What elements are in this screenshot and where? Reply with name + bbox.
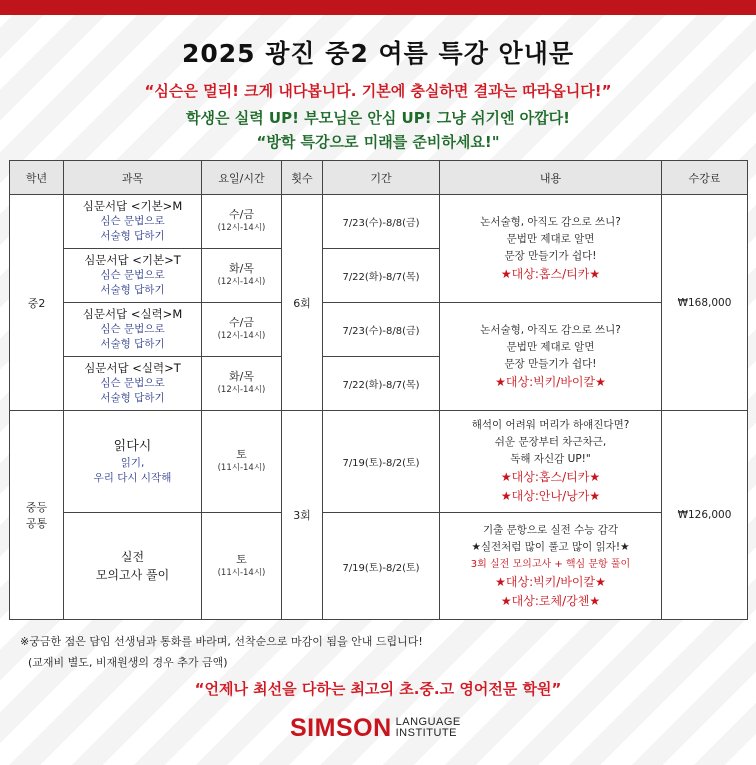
target-level: ★대상:홉스/티카★ <box>500 266 601 281</box>
schedule-cell <box>202 303 282 357</box>
subject-title: 읽다시 <box>113 439 152 454</box>
class-time: (12시-14시) <box>217 385 266 395</box>
subject-cell <box>64 411 202 513</box>
academy-motto: “언제나 최선을 다하는 최고의 초.중.고 영어전문 학원” <box>194 680 562 698</box>
content-highlight: 3회 실전 모의고사 + 핵심 문항 풀이 <box>470 558 631 570</box>
content-line: 기출 문항으로 실전 수능 감각 <box>482 523 619 536</box>
content-line: 논서술형, 아직도 감으로 쓰니? <box>480 215 621 228</box>
slogan-prepare: “방학 특강으로 미래를 준비하세요!" <box>256 133 500 151</box>
class-days: 화/목 <box>229 262 254 275</box>
content-line: ★실전처럼 많이 풀고 많이 읽자!★ <box>471 540 630 553</box>
class-days: 토 <box>236 448 247 461</box>
schedule-cell <box>202 513 282 620</box>
subject-cell <box>64 195 202 249</box>
logo-sub-line2: INSTITUTE <box>395 727 457 739</box>
content-line: 문법만 제대로 알면 <box>506 232 595 245</box>
schedule-cell <box>202 195 282 249</box>
content-line: 문장 만들기가 쉽다! <box>504 357 597 370</box>
period-cell: 7/22(화)-8/7(목) <box>323 357 440 411</box>
top-red-bar <box>0 0 756 15</box>
logo-sub-line1: LANGUAGE <box>395 716 461 728</box>
content-cell <box>440 195 662 303</box>
subject-sub: 서술형 답하기 <box>100 284 165 296</box>
content-cell <box>440 513 662 620</box>
grade-cell <box>10 411 64 620</box>
header-schedule: 요일/시간 <box>202 161 282 195</box>
header-subject: 과목 <box>64 161 202 195</box>
logo-subtitle <box>396 717 461 739</box>
schedule-cell <box>202 249 282 303</box>
fee-cell: ₩126,000 <box>662 411 748 620</box>
notice-subtext: (교재비 별도, 비재원생의 경우 추가 금액) <box>28 656 228 669</box>
period-cell: 7/23(수)-8/8(금) <box>323 303 440 357</box>
subject-sub: 서술형 답하기 <box>100 230 165 242</box>
subject-sub: 심슨 문법으로 <box>100 377 165 389</box>
schedule-cell <box>202 411 282 513</box>
subject-sub: 심슨 문법으로 <box>100 269 165 281</box>
class-time: (12시-14시) <box>217 277 266 287</box>
class-days: 수/금 <box>229 208 254 221</box>
subject-cell <box>64 249 202 303</box>
subject-title: 실전 <box>120 550 145 564</box>
subject-cell <box>64 303 202 357</box>
content-line: 문법만 제대로 알면 <box>506 340 595 353</box>
subject-sub: 모의고사 풀이 <box>95 568 170 582</box>
header-grade: 학년 <box>10 161 64 195</box>
content-cell <box>440 411 662 513</box>
class-time: (11시-14시) <box>217 463 266 473</box>
subject-sub: 서술형 답하기 <box>100 392 165 404</box>
grade-line: 중등 <box>25 501 48 514</box>
subject-sub: 우리 다시 시작해 <box>93 472 172 484</box>
header-content: 내용 <box>440 161 662 195</box>
class-time: (12시-14시) <box>217 223 266 233</box>
target-level: ★대상:안나/낭가★ <box>500 489 601 503</box>
class-time: (11시-14시) <box>217 567 266 578</box>
header-period: 기간 <box>323 161 440 195</box>
subject-sub: 서술형 답하기 <box>100 338 165 350</box>
period-cell: 7/22(화)-8/7(목) <box>323 249 440 303</box>
notice-text: ※궁금한 점은 담임 선생님과 통화를 바라며, 선착순으로 마감이 됨을 안내 드립니다! <box>20 635 423 648</box>
fee-cell: ₩168,000 <box>662 195 748 411</box>
class-days: 토 <box>236 552 247 566</box>
content-line: 논서술형, 아직도 감으로 쓰니? <box>480 323 621 336</box>
header-count: 횟수 <box>282 161 323 195</box>
subject-sub: 읽기, <box>120 457 145 469</box>
subject-title: 심문서답 <실력>M <box>82 307 183 321</box>
class-days: 수/금 <box>229 316 254 329</box>
page-title: 2025 광진 중2 여름 특강 안내문 <box>182 39 574 68</box>
subject-title: 심문서답 <실력>T <box>84 361 181 375</box>
subject-cell <box>64 357 202 411</box>
content-line: 독해 자신감 UP!" <box>510 453 591 465</box>
table-row <box>10 411 748 513</box>
slogan-students: 학생은 실력 UP! 부모님은 안심 UP! 그냥 쉬기엔 아깝다! <box>186 109 570 127</box>
period-cell: 7/19(토)-8/2(토) <box>323 513 440 620</box>
logo-wordmark: SIMSON <box>290 713 392 742</box>
header-fee: 수강료 <box>662 161 748 195</box>
table-row <box>10 513 748 620</box>
target-level: ★대상:홉스/티카★ <box>500 470 601 484</box>
schedule-table <box>9 160 748 620</box>
content-line: 쉬운 문장부터 차근차근, <box>494 436 607 448</box>
subject-cell <box>64 513 202 620</box>
content-line: 해석이 어려워 머리가 하얘진다면? <box>471 419 630 431</box>
target-level: ★대상:빅키/바이칼★ <box>495 374 606 389</box>
period-cell: 7/19(토)-8/2(토) <box>323 411 440 513</box>
table-header-row <box>10 161 748 195</box>
simson-logo <box>290 708 461 748</box>
subject-title: 심문서답 <기본>T <box>84 253 181 267</box>
subject-sub: 심슨 문법으로 <box>100 323 165 335</box>
slogan-main: “심슨은 멀리! 크게 내다봅니다. 기본에 충실하면 결과는 따라옵니다!” <box>144 82 612 100</box>
table-row <box>10 195 748 249</box>
schedule-cell <box>202 357 282 411</box>
grade-cell: 중2 <box>10 195 64 411</box>
session-count: 3회 <box>282 411 323 620</box>
subject-sub: 심슨 문법으로 <box>100 215 165 227</box>
grade-line: 공통 <box>25 517 48 530</box>
class-time: (12시-14시) <box>217 331 266 341</box>
target-level: ★대상:빅키/바이칼★ <box>495 574 606 589</box>
content-line: 문장 만들기가 쉽다! <box>504 249 597 262</box>
period-cell: 7/23(수)-8/8(금) <box>323 195 440 249</box>
content-cell <box>440 303 662 411</box>
session-count: 6회 <box>282 195 323 411</box>
target-level: ★대상:로체/강첸★ <box>500 593 601 608</box>
class-days: 화/목 <box>229 370 254 383</box>
table-row <box>10 303 748 357</box>
subject-title: 심문서답 <기본>M <box>82 199 183 213</box>
